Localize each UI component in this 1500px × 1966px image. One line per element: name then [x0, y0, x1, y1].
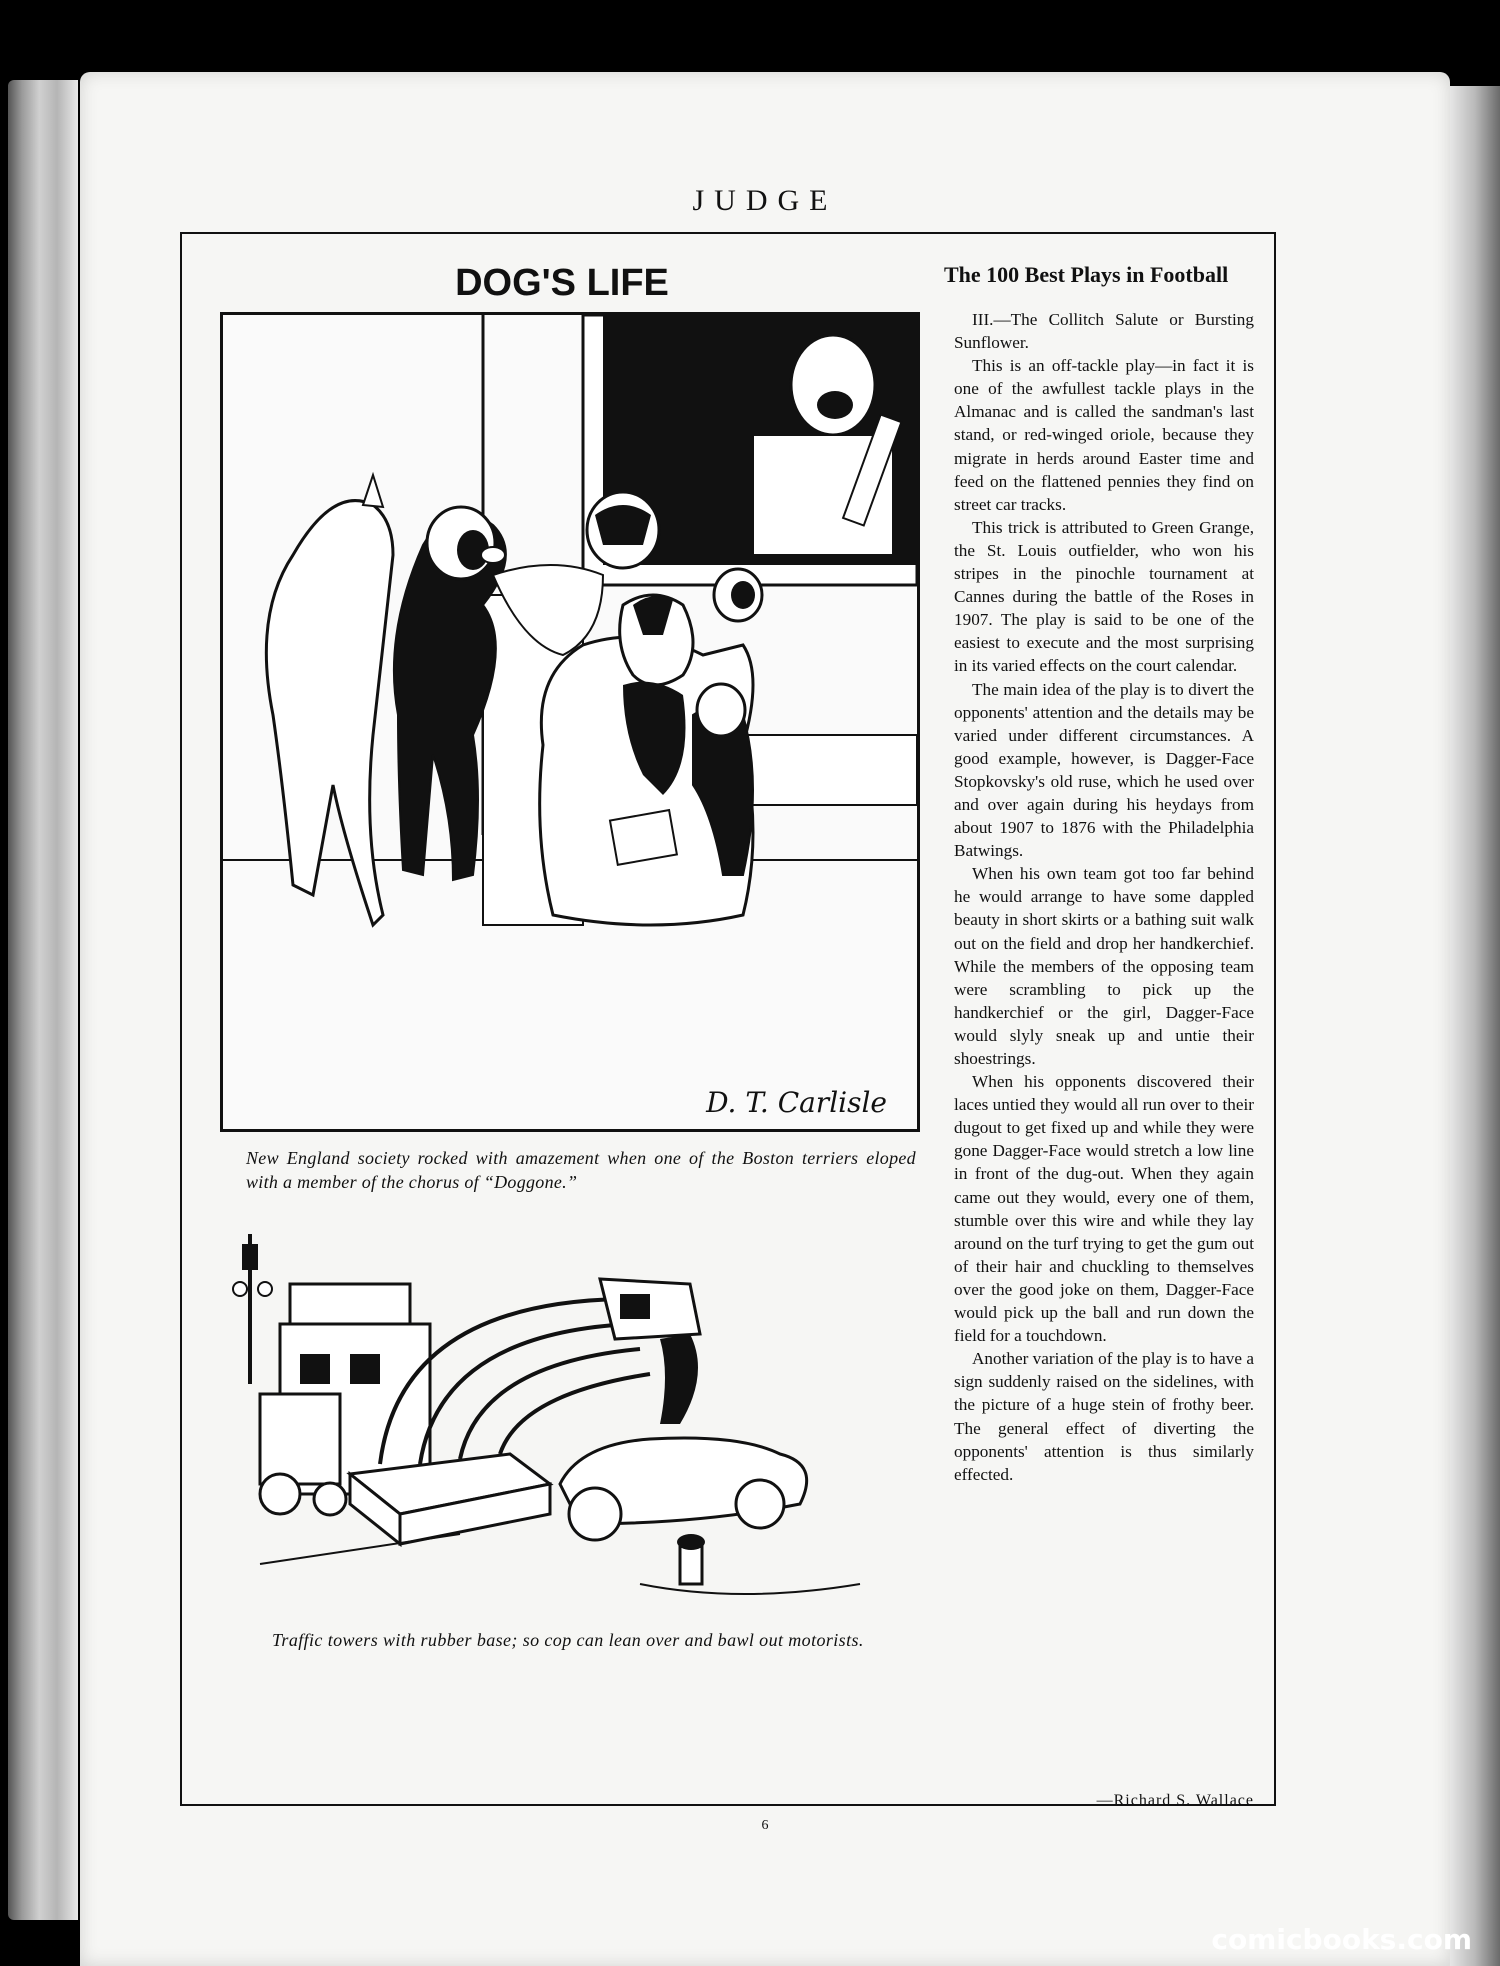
page-number: 6 [761, 1818, 769, 1833]
article-paragraph: When his own team got too far behind he would arrange to have some dappled beauty in short skirts or a bathing suit walk out on the field and drop her handkerchief. While the members of the opposing team were scrambling to pick up the handkerchief or the girl, Dagger-Face would slyly sneak up and untie their shoestrings. [954, 864, 1254, 1068]
book-right-edge [1450, 86, 1500, 1966]
article-paragraph: The main idea of the play is to divert the opponents' attention and the details may be varied under different circumstances. A good example, however, is Dagger-Face Stopkovsky's old ruse, which he used over and over again during his heydays from about 1907 to 1876 with the Philadelphia Batwings. [954, 679, 1254, 861]
site-watermark: comicbooks.com [1211, 1923, 1472, 1956]
article-paragraph: When his opponents discovered their laces untied they would all run over to their dugout to get fixed up and while they were gone Dagger-Face would stretch a low line in front of the dug-out. When they again came out they would, every one of them, stumble over this wire and while they lay around on the turf trying to get the gum out of their hair and chuckling to themselves over the good joke on them, Dagger-Face would pick up the ball and run down the field for a touchdown. [954, 1072, 1254, 1346]
dog-cartoon-drawing [223, 315, 917, 1129]
article-byline: —Richard S. Wallace [1096, 1792, 1254, 1809]
dog-cartoon [220, 312, 920, 1132]
article-paragraph: This is an off-tackle play—in fact it is one of the awfullest tackle plays in the Almanac and is called the sandman's last stand, or red-winged oriole, because they migrate in herds around Easter time and feed on the flattened pennies they find on street car tracks. [954, 356, 1254, 514]
artist-signature: D. T. Carlisle [706, 1086, 887, 1119]
content-frame [180, 232, 1276, 1809]
magazine-header: JUDGE [692, 184, 838, 217]
football-article [954, 308, 1254, 1486]
traffic-cartoon [220, 1224, 930, 1614]
traffic-cartoon-drawing [220, 1224, 930, 1614]
magazine-page [80, 72, 1450, 1966]
article-paragraph: Another variation of the play is to have a sign suddenly raised on the sidelines, with the picture of a huge stein of frothy beer. The general effect of diverting the opponents' attention is thus similarly effected. [954, 1349, 1254, 1484]
football-plays-title: The 100 Best Plays in Football [944, 262, 1229, 287]
cartoon2-caption: Traffic towers with rubber base; so cop can lean over and bawl out motorists. [272, 1630, 864, 1650]
cartoon1-caption: New England society rocked with amazement when one of the Boston terriers eloped with a member of the chorus of “Doggone.” [246, 1148, 916, 1193]
article-paragraph: III.—The Collitch Salute or Bursting Sunflower. [954, 310, 1254, 353]
dogs-life-title: DOG'S LIFE [455, 262, 669, 304]
book-page-edges [8, 80, 78, 1920]
article-paragraph: This trick is attributed to Green Grange, the St. Louis outfielder, who won his stripes in the pinochle tournament at Cannes during the battle of the Roses in 1907. The play is said to be one of the easiest to execute and the most surprising in its varied effects on the court calendar. [954, 517, 1254, 676]
